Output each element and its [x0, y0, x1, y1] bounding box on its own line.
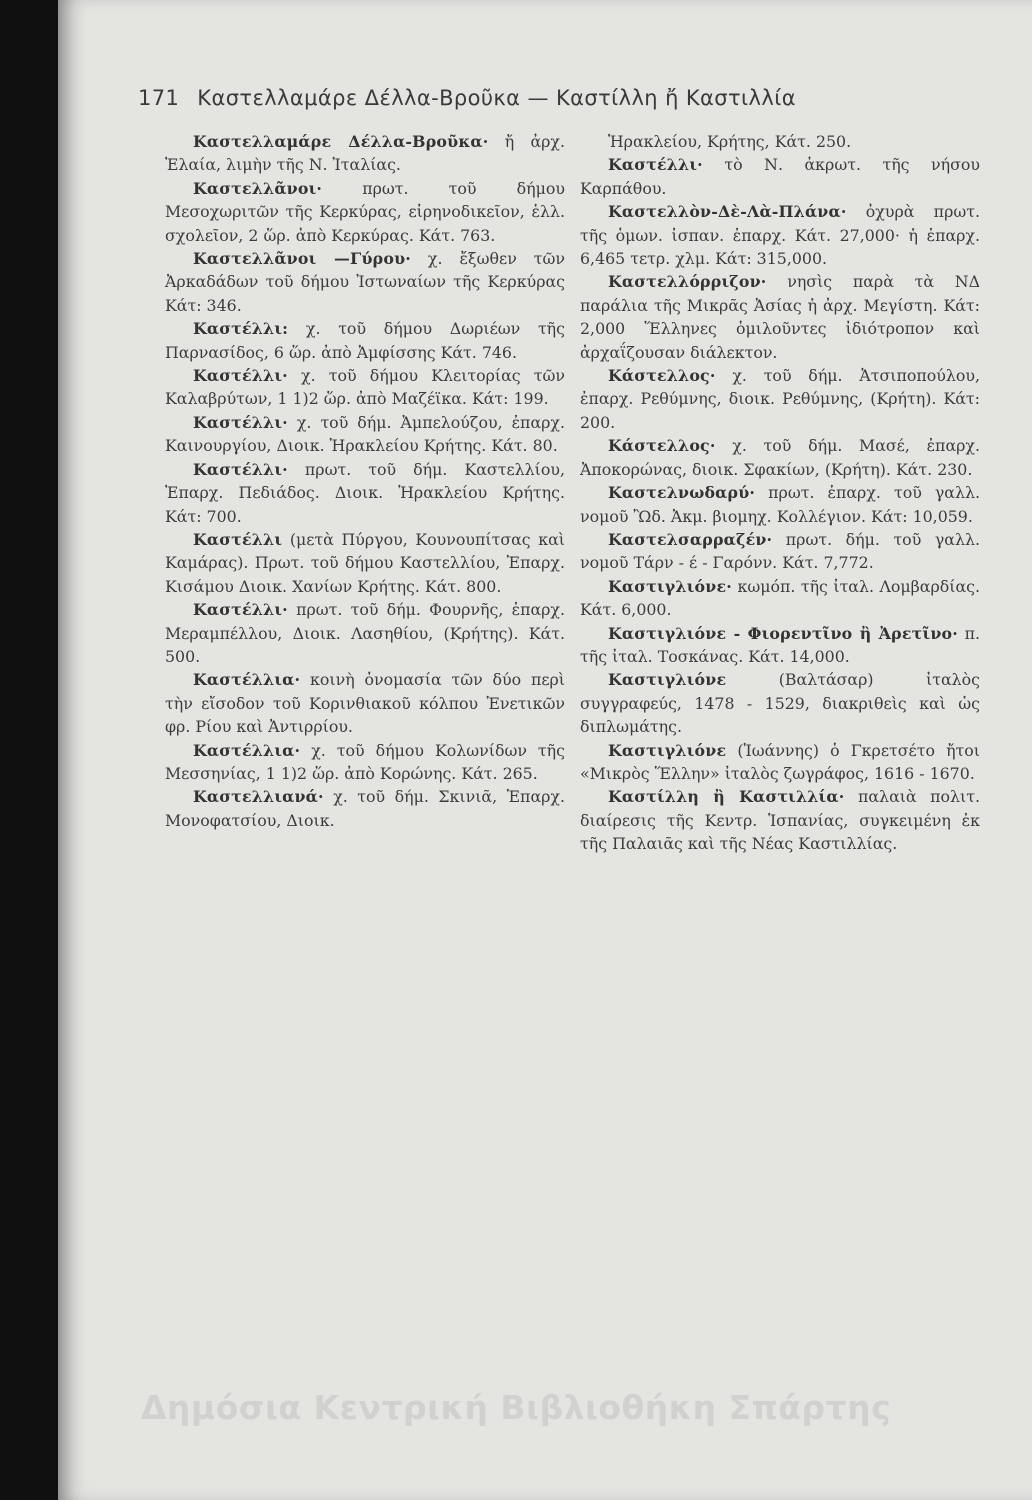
entry-body: (μετὰ Πύργου, Κουνουπίτσας καὶ Καμάρας). Πρωτ. τοῦ δήμου Καστελλίου, Ἐπαρχ. Κισάμου Διοικ. Χανίων Κρήτης. Κάτ. 800.	[165, 529, 565, 596]
entry-headword: Καστιγλιόνε	[608, 740, 727, 760]
entry-body: ὀχυρὰ πρωτ. τῆς ὁμων. ἰσπαν. ἐπαρχ. Κάτ. 27,000· ἡ ἐπαρχ. 6,465 τετρ. χλμ. Κάτ: 315,000.	[580, 202, 980, 269]
entry-body: χ. τοῦ δήμου Κλειτορίας τῶν Καλαβρύτων, 1 1)2 ὥρ. ἀπὸ Μαζέϊκα. Κάτ: 199.	[165, 366, 565, 409]
entry-headword: Καστελλαμάρε Δέλλα-Βροῦκα·	[193, 132, 489, 151]
dictionary-entry	[580, 785, 980, 855]
dictionary-entry	[580, 622, 980, 669]
entry-body: πρωτ. τοῦ δήμ. Φουρνῆς, ἐπαρχ. Μεραμπέλλου, Διοικ. Λασηθίου, (Κρήτης). Κάτ. 500.	[165, 600, 565, 666]
entry-headword: Καστελλᾶνοι·	[193, 178, 323, 198]
running-header	[138, 86, 918, 120]
entry-body: πρωτ. τοῦ δήμου Μεσοχωριτῶν τῆς Κερκύρας, εἰρηνοδικεῖον, ἑλλ. σχολεῖον, 2 ὥρ. ἀπὸ Κερκύρας. Κάτ. 763.	[165, 178, 565, 245]
entry-body: (Ἰωάννης) ὁ Γκρετσέτο ἤτοι «Μικρὸς Ἕλλην» ἰταλὸς ζωγράφος, 1616 - 1670.	[580, 740, 980, 783]
dictionary-entry	[580, 481, 980, 528]
dictionary-entry	[580, 668, 980, 738]
entry-headword: Καστέλλια·	[193, 740, 301, 760]
left-column	[165, 130, 565, 832]
entry-body: χ. τοῦ δήμου Δωριέων τῆς Παρνασίδος, 6 ὥρ. ἀπὸ Ἀμφίσσης Κάτ. 746.	[165, 319, 565, 362]
entry-body: κωμόπ. τῆς ἰταλ. Λομβαρδίας. Κάτ. 6,000.	[580, 576, 980, 620]
entry-body: κοινὴ ὀνομασία τῶν δύο περὶ τὴν εἴσοδον τοῦ Κορινθιακοῦ κόλπου Ἐνετικῶν φρ. Ρίου καὶ Ἀντιρρίου.	[165, 670, 565, 737]
dictionary-entry	[580, 270, 980, 364]
entry-headword: Καστέλλι·	[193, 412, 288, 432]
entry-headword: Καστιγλιόνε - Φιορεντῖνο ἢ Ἀρετῖνο·	[608, 623, 958, 643]
entry-body: χ. τοῦ δήμου Κολωνίδων τῆς Μεσσηνίας, 1 1)2 ὥρ. ἀπὸ Κορώνης. Κάτ. 265.	[165, 740, 565, 783]
dictionary-entry	[165, 785, 565, 832]
entry-body: χ. τοῦ δήμ. Ἀτσιποπούλου, ἐπαρχ. Ρεθύμνης, διοικ. Ρεθύμνης, (Κρήτη). Κάτ: 200.	[580, 366, 980, 432]
dictionary-entry	[580, 153, 980, 200]
entry-headword: Κάστελλος·	[608, 366, 716, 386]
dictionary-entry	[165, 247, 565, 317]
dictionary-entry	[165, 528, 565, 598]
entry-headword: Καστελνωδαρύ·	[608, 483, 756, 503]
library-watermark: Δημόσια Κεντρική Βιβλιοθήκη Σπάρτης	[140, 1388, 892, 1427]
entry-headword: Καστελλιανά·	[193, 787, 324, 807]
dictionary-entry	[580, 130, 980, 153]
dictionary-entry	[580, 364, 980, 434]
entry-body: Ἡρακλείου, Κρήτης, Κάτ. 250.	[608, 132, 852, 151]
entry-headword: Καστέλλια·	[193, 670, 301, 690]
entry-body: πρωτ. τοῦ δήμ. Καστελλίου, Ἐπαρχ. Πεδιάδος. Διοικ. Ἡρακλείου Κρήτης. Κάτ: 700.	[165, 459, 565, 526]
entry-body: χ. ἔξωθεν τῶν Ἀρκαδάδων τοῦ δήμου Ἰστωναίων τῆς Κερκύρας Κάτ: 346.	[165, 249, 565, 315]
dictionary-entry	[165, 458, 565, 528]
right-column	[580, 130, 980, 856]
entry-body: πρωτ. δήμ. τοῦ γαλλ. νομοῦ Τάρν - έ - Γαρόνν. Κάτ. 7,772.	[580, 529, 980, 573]
entry-body: ἤ ἀρχ. Ἐλαία, λιμὴν τῆς Ν. Ἰταλίας.	[165, 132, 565, 175]
entry-headword: Καστέλλι:	[193, 319, 289, 339]
entry-body: π. τῆς ἰταλ. Τοσκάνας. Κάτ. 14,000.	[580, 623, 980, 666]
entry-headword: Καστιγλιόνε	[608, 670, 727, 690]
entry-headword: Καστελλὸν-Δὲ-Λὰ-Πλάνα·	[608, 202, 847, 222]
dictionary-entry	[165, 411, 565, 458]
entry-body: χ. τοῦ δήμ. Ἀμπελούζου, ἐπαρχ. Καινουργίου, Διοικ. Ἡρακλείου Κρήτης. Κάτ. 80.	[165, 412, 565, 456]
dictionary-entry	[165, 317, 565, 364]
dictionary-entry	[580, 434, 980, 481]
entry-headword: Καστέλλι·	[193, 459, 288, 479]
entry-body: χ. τοῦ δήμ. Μασέ, ἐπαρχ. Ἀποκορώνας, διοικ. Σφακίων, (Κρήτη). Κάτ. 230.	[580, 436, 980, 479]
dictionary-entry	[165, 739, 565, 786]
entry-body: πρωτ. ἐπαρχ. τοῦ γαλλ. νομοῦ Ὢδ. Ἀκμ. βιομηχ. Κολλέγιον. Κάτ: 10,059.	[580, 483, 980, 526]
entry-body: νησὶς παρὰ τὰ ΝΔ παράλια τῆς Μικρᾶς Ἀσίας ἡ ἀρχ. Μεγίστη. Κάτ: 2,000 Ἕλληνες ὁμιλοῦντες ἰδιότροπον καὶ ἀρχαΐζουσαν διάλεκτον.	[580, 272, 980, 362]
entry-headword: Καστελσαρραζέν·	[608, 529, 773, 549]
dictionary-entry	[165, 598, 565, 668]
entry-body: τὸ Ν. ἀκρωτ. τῆς νήσου Καρπάθου.	[580, 155, 980, 198]
dictionary-entry	[580, 575, 980, 622]
entry-headword: Καστέλλι·	[608, 155, 703, 175]
dictionary-entry	[165, 364, 565, 411]
entry-headword: Καστίλλη ἢ Καστιλλία·	[608, 787, 845, 807]
entry-headword: Καστέλλι	[193, 529, 283, 549]
entry-headword: Καστέλλι·	[193, 366, 288, 386]
entry-headword: Κάστελλος·	[608, 436, 716, 456]
entry-headword: Καστέλλι·	[193, 600, 288, 620]
entry-headword: Καστιγλιόνε·	[608, 576, 732, 596]
entry-headword: Καστελλόρριζον·	[608, 272, 767, 292]
running-title: Καστελλαμάρε Δέλλα-Βροῦκα — Καστίλλη ἤ Καστιλλία	[197, 86, 796, 110]
dictionary-entry	[165, 177, 565, 247]
entry-body: (Βαλτάσαρ) ἰταλὸς συγγραφεύς, 1478 - 1529, διακριθεὶς καὶ ὡς διπλωμάτης.	[580, 670, 980, 737]
dictionary-entry	[580, 200, 980, 270]
entry-body: παλαιὰ πολιτ. διαίρεσις τῆς Κεντρ. Ἱσπανίας, συγκειμένη ἐκ τῆς Παλαιᾶς καὶ τῆς Νέας Καστιλλίας.	[580, 787, 980, 854]
dictionary-entry	[165, 130, 565, 177]
entry-body: χ. τοῦ δήμ. Σκινιᾶ, Ἐπαρχ. Μονοφατσίου, Διοικ.	[165, 787, 565, 830]
dictionary-entry	[580, 528, 980, 575]
page-number: 171	[138, 86, 180, 110]
entry-headword: Καστελλᾶνοι —Γύρου·	[193, 249, 411, 269]
dictionary-entry	[165, 668, 565, 738]
dictionary-entry	[580, 739, 980, 786]
